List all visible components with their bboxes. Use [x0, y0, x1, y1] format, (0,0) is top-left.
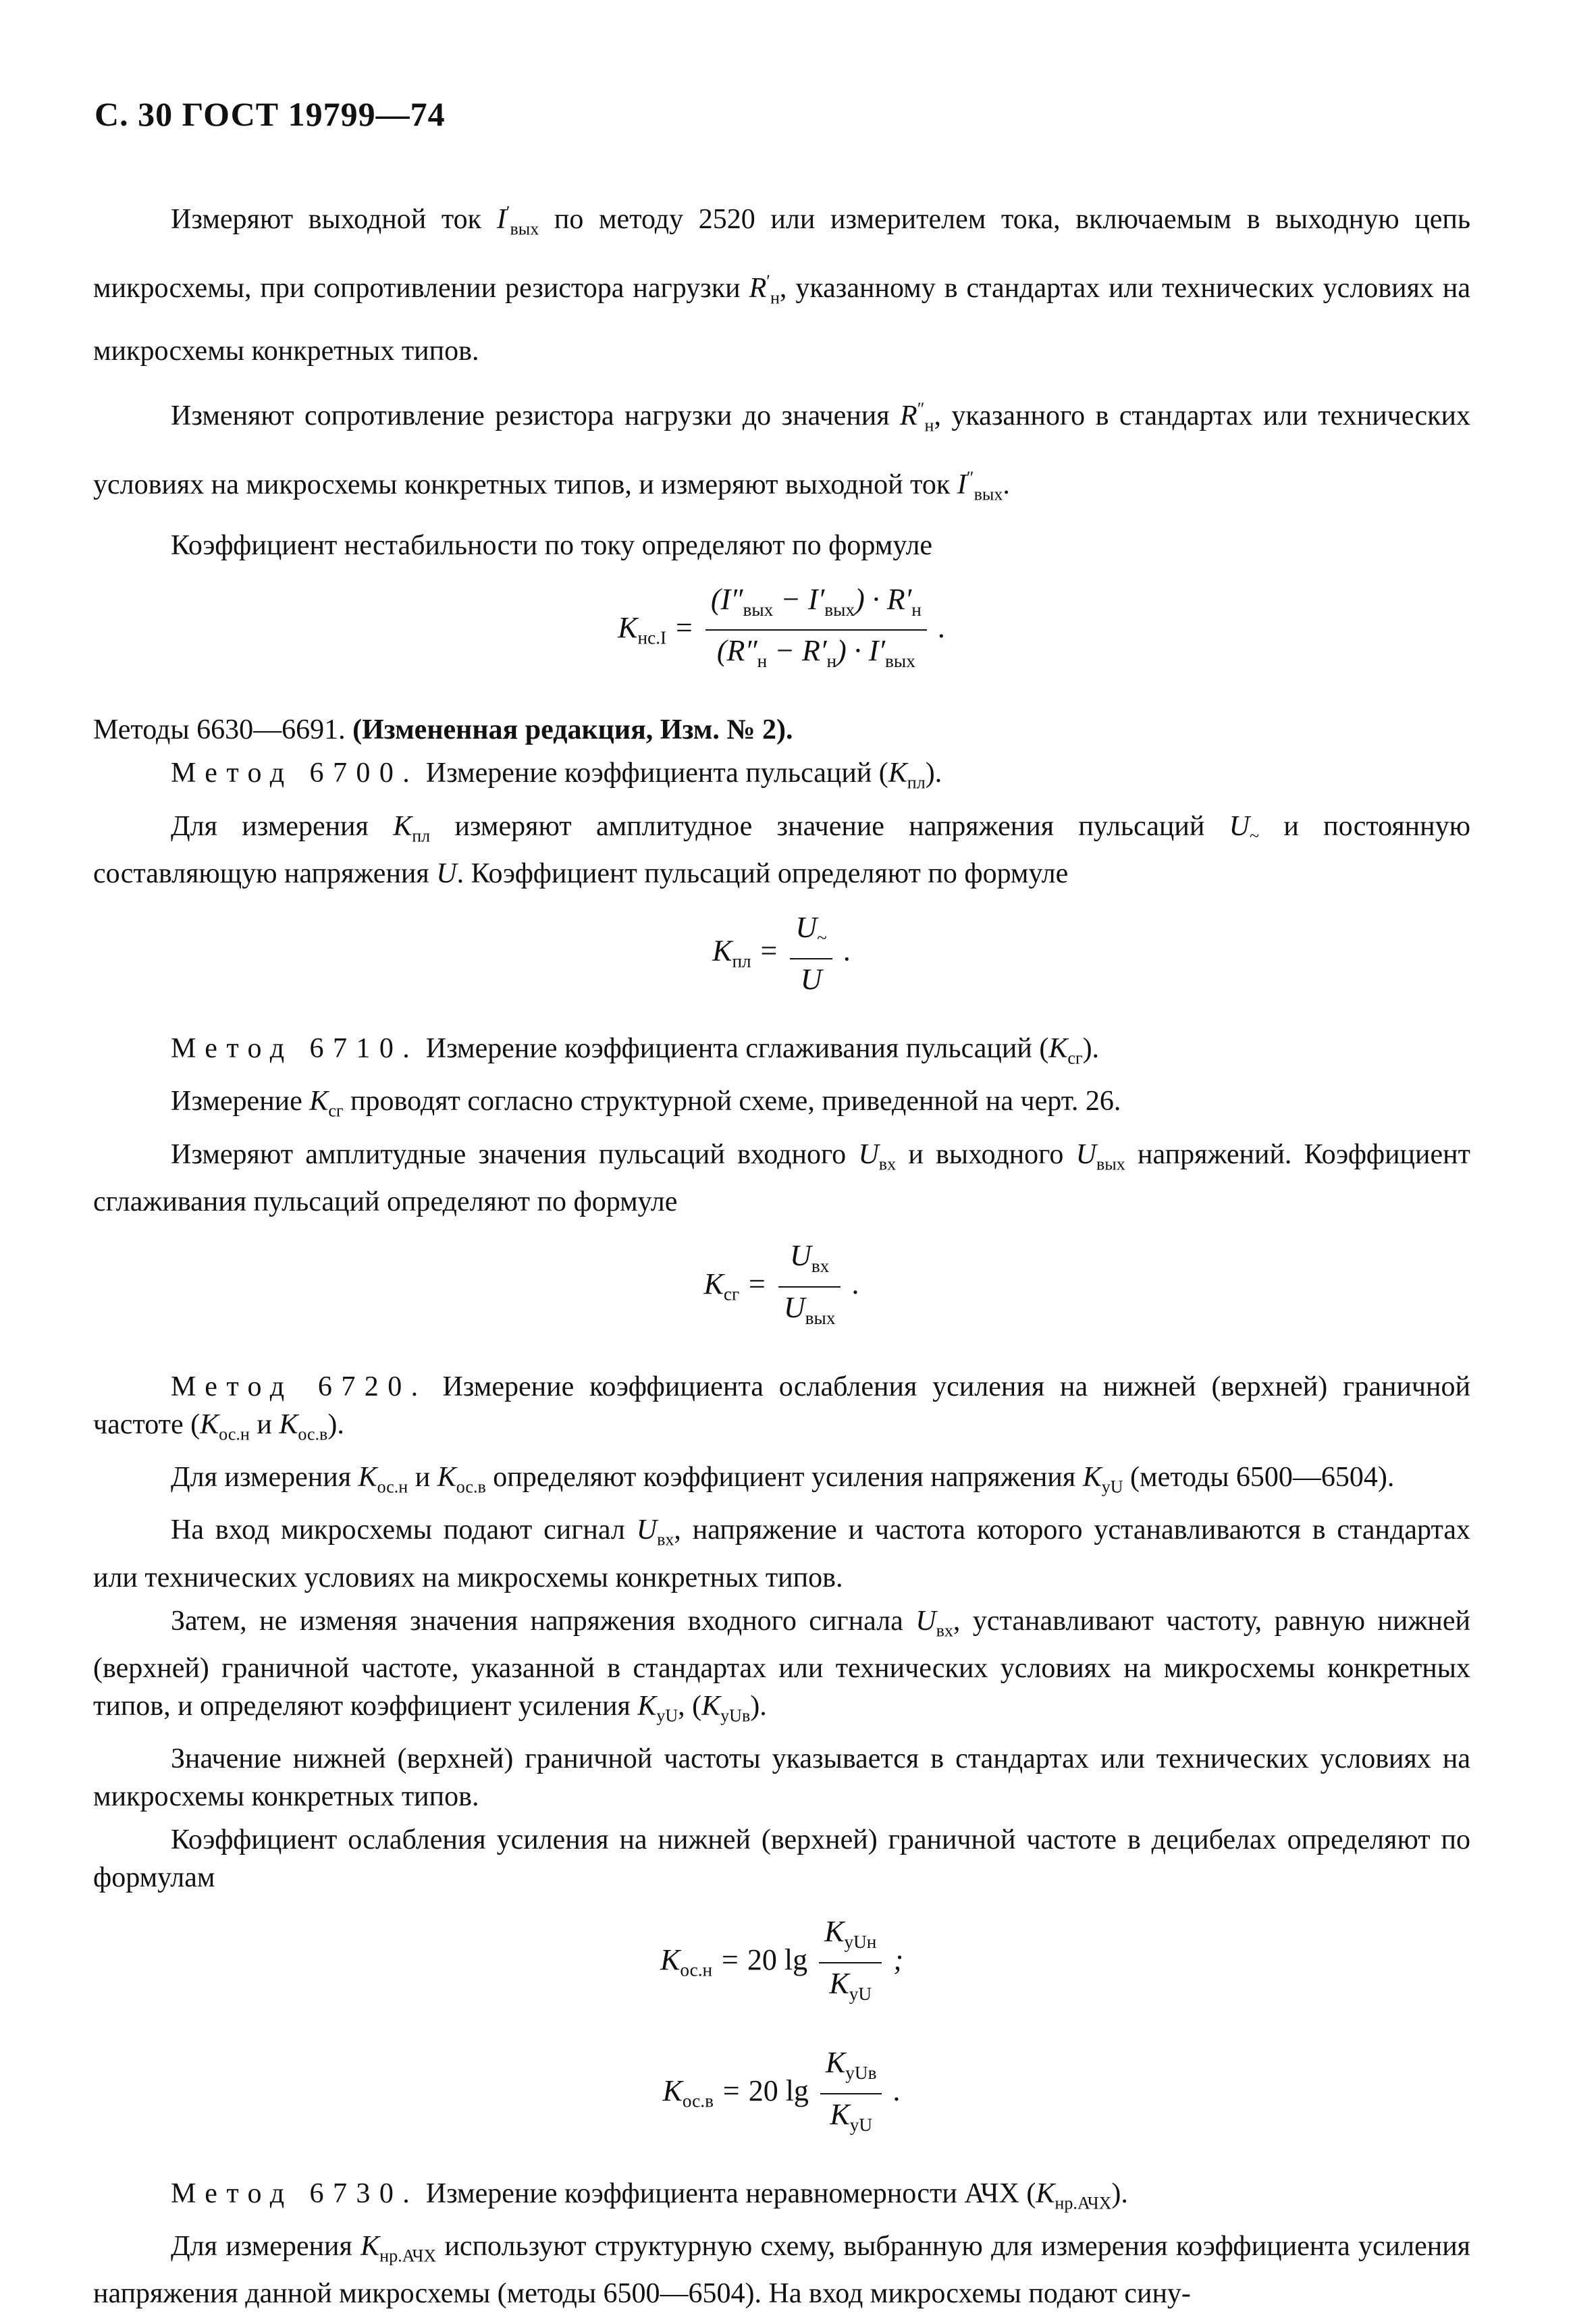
paragraph-smoothing-formula-intro: Измеряют амплитудные значения пульсаций входного $U_{вх}$ и выходного $U_{вых}$ напряжений. Коэффициент сглаживания пульсаций определяют по формуле [93, 1138, 1470, 1217]
paragraph-attenuation-formula-intro: Коэффициент ослабления усиления на нижней (верхней) граничной частоте в децибелах определяют по формулам [93, 1824, 1470, 1894]
paragraph-frequency-note: Значение нижней (верхней) граничной частоты указывается в стандартах или технических условиях на микросхемы конкретных типов. [93, 1743, 1470, 1813]
method-6700-heading: Метод 6700. Измерение коэффициента пульсаций $(K_{пл})$. [171, 758, 942, 793]
paragraph-input-signal: На вход микросхемы подают сигнал $U_{вх}$, напряжение и частота которого устанавливаются в стандартах или технических условиях на микросхемы конкретных типов. [93, 1514, 1471, 1593]
paragraph-instability-formula-intro: Коэффициент нестабильности по току определяют по формуле [171, 529, 933, 561]
document-body [93, 186, 1470, 2318]
paragraph-ripple: Для измерения $K_{пл}$ измеряют амплитудное значение напряжения пульсаций $U_\sim$ и постоянную составляющую напряжения U. Коэффициент пульсаций определяют по формуле [93, 810, 1470, 889]
formula-attenuation-high: $K_{ос.в} = 20$ lg $\frac{K_{yUв}}{K_{yU}}$ . [93, 2044, 1470, 2144]
method-6720-heading: Метод 6720. Измерение коэффициента ослабления усиления на нижней (верхней) граничной частоте ($K_{ос.н}$ и $K_{ос.в}$). [93, 1371, 1471, 1444]
paragraph-set-frequency: Затем, не изменяя значения напряжения входного сигнала $U_{вх}$, устанавливают частоту, равную нижней (верхней) граничной частоте, указанной в стандартах или технических условиях на микросхемы конкретных типов, и определяют коэффициент усиления $K_{yU}$, $(K_{yUв})$. [93, 1605, 1470, 1726]
paragraph-gain-determination: Для измерения $K_{ос.н}$ и $K_{ос.в}$ определяют коэффициент усиления напряжения $K_{yU}$ (методы 6500—6504). [171, 1461, 1395, 1497]
method-6730-heading: Метод 6730. Измерение коэффициента неравномерности АЧХ $(K_{нр.АЧХ})$. [171, 2177, 1128, 2213]
method-6710-heading: Метод 6710. Измерение коэффициента сглаживания пульсаций $(K_{сг})$. [171, 1032, 1100, 1068]
formula-attenuation-low: $K_{ос.н} = 20$ lg $\frac{K_{yUн}}{K_{yU}}$ ; [93, 1913, 1470, 2013]
paragraph-smoothing-measure: Измерение $K_{сг}$ проводят согласно структурной схеме, приведенной на черт. 26. [171, 1086, 1121, 1121]
paragraph-methods-6630: Методы 6630—6691. (Измененная редакция, Изм. № 2). [93, 714, 793, 746]
page-header: С. 30 ГОСТ 19799—74 [95, 95, 446, 133]
formula-smoothing: $K_{сг}$ = $\frac{U_{вх}}{U_{вых}}$ . [93, 1237, 1470, 1337]
formula-ripple: $K_{пл}$ = $\frac{U_\sim}{U}$ . [93, 909, 1470, 999]
paragraph-change-resistance: Изменяют сопротивление резистора нагрузки до значения $R''_н$, указанного в стандартах или технических условиях на микросхемы конкретных типов, и измеряют выходной ток $I''_{вых}$. [93, 398, 1471, 504]
paragraph-output-current: Измеряют выходной ток $I'_{вых}$ по методу 2520 или измерителем тока, включаемым в выходную цепь микросхемы, при сопротивлении резистора нагрузки $R'_н$, указанному в стандартах или технических условиях на микросхемы конкретных типов. [93, 203, 1471, 367]
paragraph-afc-nonuniformity: Для измерения $K_{нр.АЧХ}$ используют структурную схему, выбранную для измерения коэффициента усиления напряжения данной микросхемы (методы 6500—6504). На вход микросхемы подают сину- [93, 2231, 1470, 2310]
formula-instability: $K_{нс.I}$ = $\frac{(I''_{вых} - I'_{вых}) \cdot R'_н}{(R''_н - R'_н) \cdot I'_{вых}}$ . [93, 581, 1470, 681]
